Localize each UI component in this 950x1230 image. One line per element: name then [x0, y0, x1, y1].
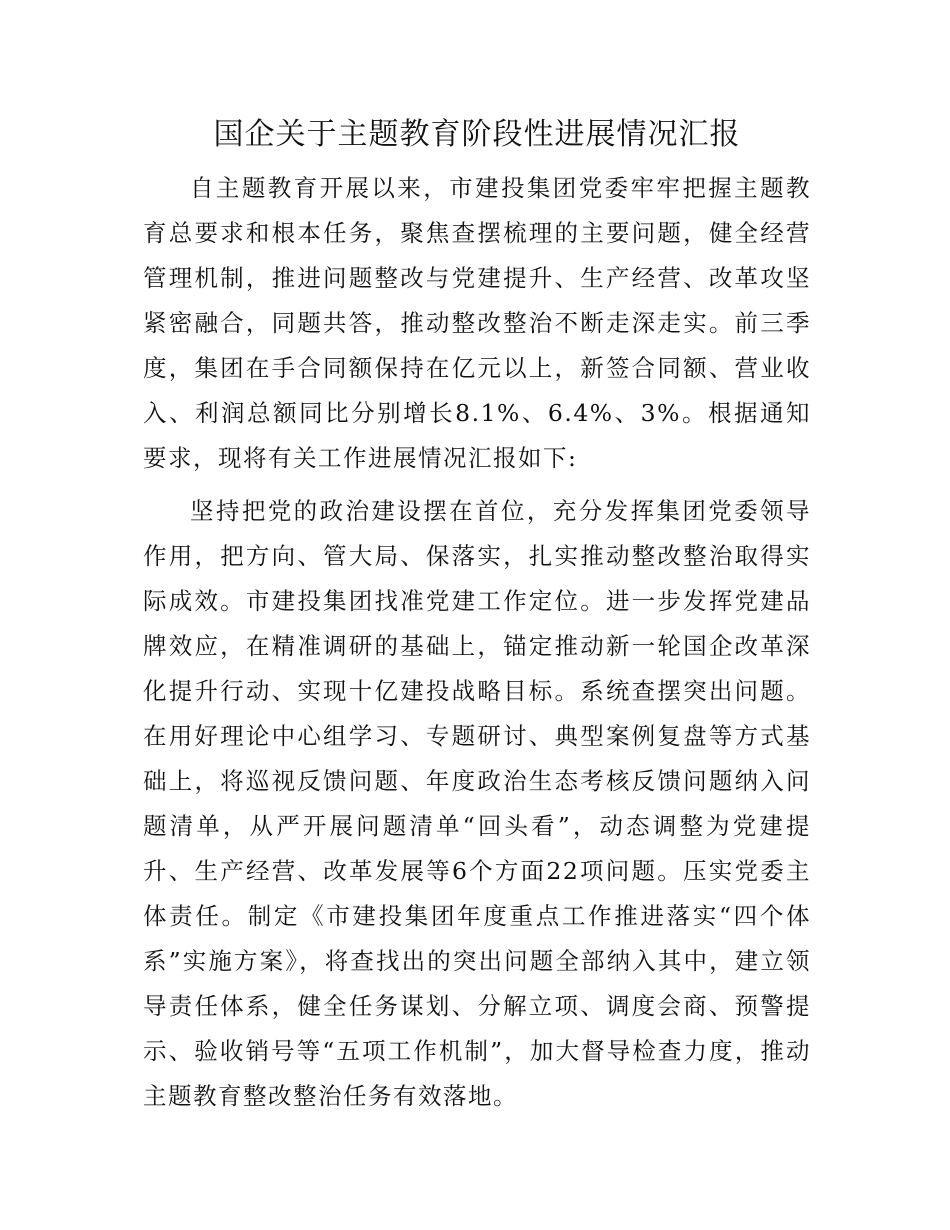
- paragraph-intro: 自主题教育开展以来，市建投集团党委牢牢把握主题教育总要求和根本任务，聚焦查摆梳理的主要问题，健全经营管理机制，推进问题整改与党建提升、生产经营、改革攻坚紧密融合，同题共答，推动整改整治不断走深走实。前三季度，集团在手合同额保持在亿元以上，新签合同额、营业收入、利润总额同比分别增长8.1%、6.4%、3%。根据通知要求，现将有关工作进展情况汇报如下:: [143, 174, 811, 472]
- paragraph-party-building: 坚持把党的政治建设摆在首位，充分发挥集团党委领导作用，把方向、管大局、保落实，扎实推动整改整治取得实际成效。市建投集团找准党建工作定位。进一步发挥党建品牌效应，在精准调研的基础上，锚定推动新一轮国企改革深化提升行动、实现十亿建投战略目标。系统查摆突出问题。在用好理论中心组学习、专题研讨、典型案例复盘等方式基础上，将巡视反馈问题、年度政治生态考核反馈问题纳入问题清单，从严开展问题清单“回头看”，动态调整为党建提升、生产经营、改革发展等6个方面22项问题。压实党委主体责任。制定《市建投集团年度重点工作推进落实“四个体系”实施方案》，将查找出的突出问题全部纳入其中，建立领导责任体系，健全任务谋划、分解立项、调度会商、预警提示、验收销号等“五项工作机制”，加大督导检查力度，推动主题教育整改整治任务有效落地。: [143, 497, 811, 1110]
- document-page: [143, 112, 811, 1119]
- document-title: 国企关于主题教育阶段性进展情况汇报: [213, 117, 741, 152]
